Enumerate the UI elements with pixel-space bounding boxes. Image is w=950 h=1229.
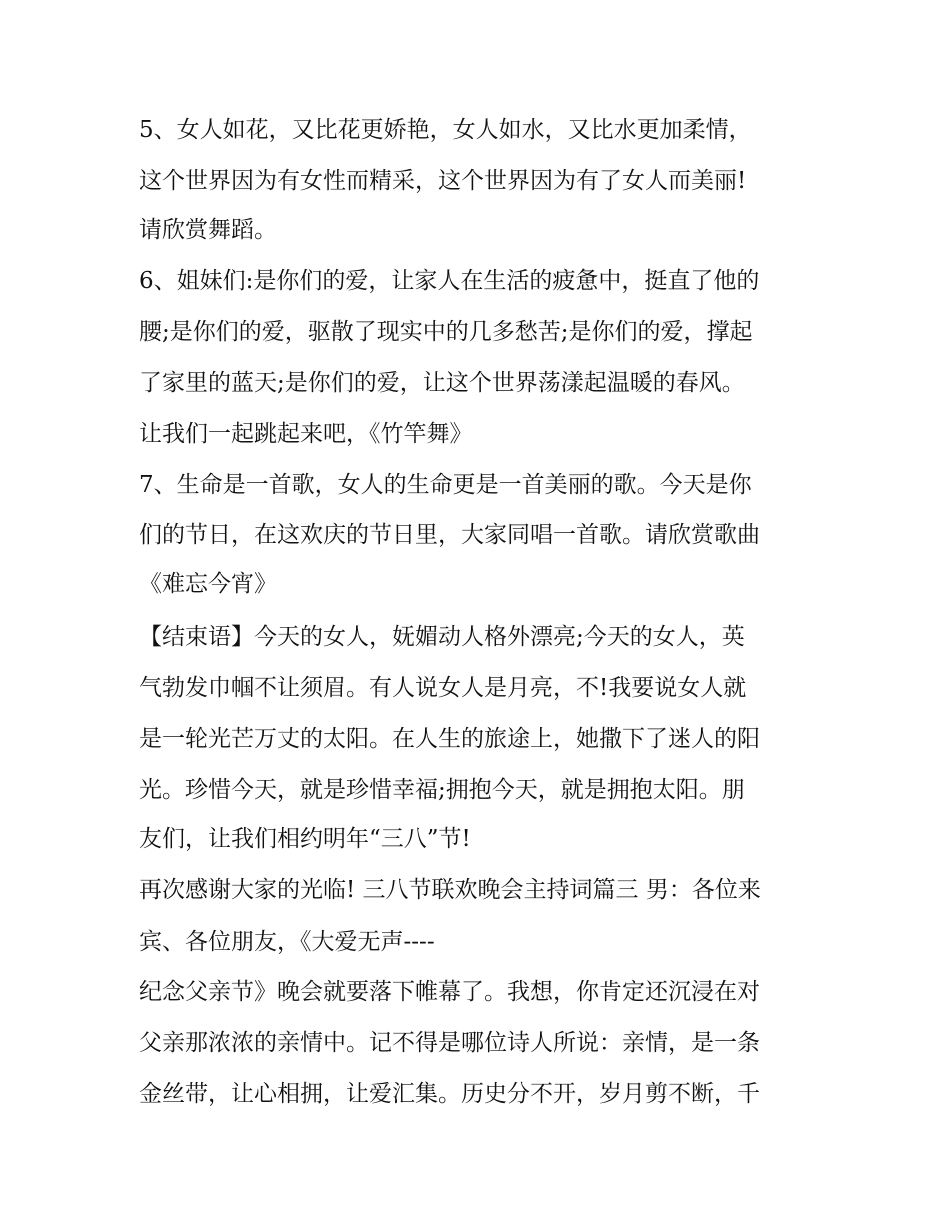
text-line: 父亲那浓浓的亲情中。记不得是哪位诗人所说：亲情，是一条 xyxy=(139,1030,760,1056)
text-line: 7、生命是一首歌，女人的生命更是一首美丽的歌。今天是你 xyxy=(139,472,752,498)
text-line: 【结束语】今天的女人，妩媚动人格外漂亮;今天的女人，英 xyxy=(139,624,745,650)
text-line: 了家里的蓝天;是你们的爱，让这个世界荡漾起温暖的春风。 xyxy=(139,370,745,396)
text-line: 请欣赏舞蹈。 xyxy=(139,217,277,243)
text-line: 5、女人如花，又比花更娇艳，女人如水，又比水更加柔情， xyxy=(139,117,752,143)
text-line: 再次感谢大家的光临! 三八节联欢晚会主持词篇三 男：各位来 xyxy=(139,877,761,903)
text-line: 们的节日，在这欢庆的节日里，大家同唱一首歌。请欣赏歌曲 xyxy=(139,522,760,548)
text-line: 气勃发巾帼不让须眉。有人说女人是月亮，不!我要说女人就 xyxy=(139,675,747,701)
text-line: 腰;是你们的爱，驱散了现实中的几多愁苦;是你们的爱，撑起 xyxy=(139,319,753,345)
text-line: 这个世界因为有女性而精采，这个世界因为有了女人而美丽! xyxy=(139,168,747,194)
text-line: 友们，让我们相约明年“三八”节! xyxy=(139,826,471,852)
text-line: 《难忘今宵》 xyxy=(139,571,277,597)
text-line: 光。珍惜今天，就是珍惜幸福;拥抱今天，就是拥抱太阳。朋 xyxy=(139,777,745,803)
text-line: 金丝带，让心相拥，让爱汇集。历史分不开，岁月剪不断，千 xyxy=(139,1081,760,1107)
text-line: 宾、各位朋友，《大爱无声---- xyxy=(139,929,435,955)
text-line: 6、姐妹们:是你们的爱，让家人在生活的疲惫中，挺直了他的 xyxy=(139,268,760,294)
text-line: 纪念父亲节》晚会就要落下帷幕了。我想，你肯定还沉浸在对 xyxy=(139,979,760,1005)
text-line: 让我们一起跳起来吧，《竹竿舞》 xyxy=(139,421,473,447)
text-line: 是一轮光芒万丈的太阳。在人生的旅途上，她撒下了迷人的阳 xyxy=(139,726,760,752)
